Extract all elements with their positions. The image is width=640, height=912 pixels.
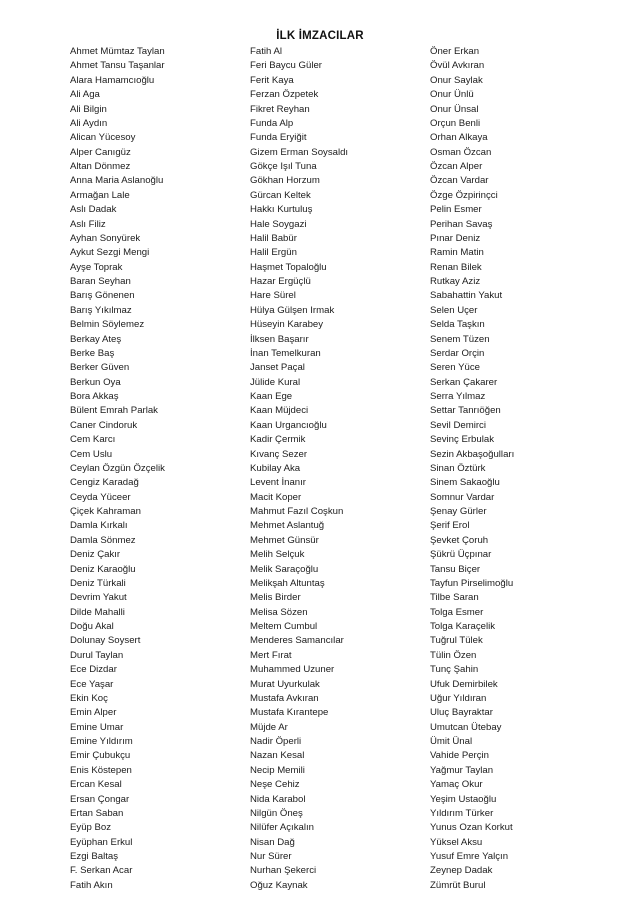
signatory-name: Jülide Kural	[250, 376, 301, 388]
signatory-name: Melih Selçuk	[250, 549, 305, 561]
signatory-name: Melis Birder	[250, 592, 301, 604]
signatory-name: Mustafa Kırantepe	[250, 707, 329, 719]
signatory-name: Hüseyin Karabey	[250, 319, 324, 331]
signatory-name: Hazar Ergüçlü	[250, 276, 311, 287]
signatory-name: Emin Alper	[70, 707, 117, 719]
signatory-name: Anna Maria Aslanoğlu	[70, 175, 164, 187]
signatory-name: Senem Tüzen	[430, 333, 490, 345]
signatory-name: Enis Köstepen	[70, 764, 132, 776]
signatory-name: Meltem Cumbul	[250, 621, 318, 632]
signatory-name: Gökçe Işıl Tuna	[250, 161, 317, 172]
signatory-name: Zümrüt Burul	[430, 879, 486, 891]
signatory-name: Zeynep Dadak	[430, 865, 493, 877]
signatory-name: Mert Fırat	[250, 649, 292, 661]
signatory-name: Ali Bilgin	[70, 103, 107, 115]
document-title: İLK İMZACILAR	[276, 30, 364, 42]
signatory-name: Ufuk Demirbilek	[430, 678, 498, 690]
signatory-name: Sezin Akbaşoğulları	[430, 448, 515, 460]
signatory-name: Orçun Benli	[430, 117, 481, 129]
signatory-name: Tolga Karaçelik	[430, 621, 496, 632]
signatory-name: Alper Canıgüz	[70, 146, 131, 158]
signatory-name: Emine Umar	[70, 721, 124, 733]
signatory-name: Tolga Esmer	[430, 606, 484, 618]
signatory-column-2	[250, 45, 420, 893]
signatory-name: Fikret Reyhan	[250, 103, 310, 115]
signatory-name: Vahide Perçin	[430, 750, 490, 762]
signatory-name: Menderes Samancılar	[250, 635, 344, 647]
signatory-name: Devrim Yakut	[70, 592, 127, 604]
signatory-name: Fatih Al	[250, 46, 282, 57]
signatory-name: Armağan Lale	[70, 189, 130, 201]
signatory-name: Dolunay Soysert	[70, 635, 141, 647]
signatory-name: Ercan Kesal	[70, 779, 122, 791]
signatory-name: Sevinç Erbulak	[430, 434, 494, 446]
signatory-name: Murat Uyurkulak	[250, 678, 320, 690]
signatory-name: Özge Özpirinçci	[430, 189, 498, 201]
signatory-name: Ali Aydın	[70, 117, 108, 129]
signatory-name: Selen Uçer	[430, 304, 478, 316]
signatory-name: Ayhan Sonyürek	[70, 232, 141, 244]
signatory-name: Özcan Vardar	[430, 175, 489, 187]
signatory-name: F. Serkan Acar	[70, 865, 133, 877]
signatory-name: Cem Uslu	[70, 448, 113, 460]
signatory-name: Barış Yıkılmaz	[70, 304, 132, 316]
signatory-name: Damla Kırkalı	[70, 520, 128, 532]
signatory-name: Serdar Orçin	[430, 347, 485, 359]
signatory-name: Ekin Koç	[70, 692, 108, 704]
signatory-name: Nadir Öperli	[250, 736, 302, 747]
signatory-name: Nilgün Öneş	[250, 807, 303, 819]
signatory-name: Ertan Saban	[70, 807, 124, 819]
signatory-name: Yıldırım Türker	[430, 807, 494, 819]
signatory-name: Ceyda Yüceer	[70, 491, 131, 503]
signatory-name: Sabahattin Yakut	[430, 290, 503, 302]
signatory-column-3	[430, 45, 605, 893]
signatory-name: Ramin Matin	[430, 247, 484, 259]
signatory-name: Kaan Urgancıoğlu	[250, 419, 327, 431]
signatory-name: Öner Erkan	[430, 46, 480, 57]
signatory-name: Nazan Kesal	[250, 750, 305, 762]
signatory-name: Ferzan Özpetek	[250, 89, 319, 101]
signatory-name: Şerif Erol	[430, 520, 470, 532]
signatory-name: Ümit Ünal	[430, 736, 473, 747]
signatory-name: Sinan Öztürk	[430, 462, 486, 474]
signatory-name: Ezgi Baltaş	[70, 851, 118, 862]
signatory-name: Ahmet Mümtaz Taylan	[70, 46, 165, 57]
signatory-name: Berkun Oya	[70, 376, 121, 388]
signatory-name: Kadir Çermik	[250, 434, 306, 446]
signatory-name: Osman Özcan	[430, 146, 492, 158]
signatory-name: Emir Çubukçu	[70, 750, 131, 762]
signatory-name: Kaan Ege	[250, 391, 293, 402]
signatory-name: Hülya Gülşen Irmak	[250, 304, 335, 316]
signatory-name: Tuğrul Tülek	[430, 635, 483, 647]
signatory-name: Halil Ergün	[250, 247, 297, 259]
signatory-name: Umutcan Ütebay	[430, 721, 502, 733]
signatory-name: Sevil Demirci	[430, 419, 486, 431]
signatory-name: Uğur Yıldıran	[430, 692, 487, 704]
signatory-name: Onur Ünlü	[430, 89, 474, 101]
signatory-name: Ersan Çongar	[70, 793, 130, 805]
signatory-name: Aslı Dadak	[70, 204, 117, 216]
signatory-name: Necip Memili	[250, 764, 305, 776]
signatory-name: Funda Eryiğit	[250, 132, 307, 144]
signatory-name: Çiçek Kahraman	[70, 506, 141, 517]
signatory-name: Tülin Özen	[430, 649, 477, 661]
signatory-name: Uluç Bayraktar	[430, 707, 493, 719]
signatory-name: Sinem Sakaoğlu	[430, 477, 500, 489]
signatory-name: Tilbe Saran	[430, 592, 479, 604]
signatory-name: Deniz Karaoğlu	[70, 563, 136, 575]
signatory-name: Pelin Esmer	[430, 204, 482, 216]
signatory-name: Hale Soygazi	[250, 218, 307, 230]
signatory-name: Dilde Mahalli	[70, 606, 125, 618]
signatory-name: Feri Baycu Güler	[250, 60, 322, 72]
signatory-name: Ahmet Tansu Taşanlar	[70, 60, 165, 72]
signatory-name: Kıvanç Sezer	[250, 448, 308, 460]
signatory-name: Kubilay Aka	[250, 462, 301, 474]
signatory-name: Macit Koper	[250, 491, 302, 503]
signatory-name: Deniz Türkali	[70, 577, 126, 589]
signatory-name: Altan Dönmez	[70, 161, 131, 172]
signatory-name: Belmin Söylemez	[70, 319, 145, 331]
signatory-name: Berke Baş	[70, 347, 115, 359]
signatory-name: Yamaç Okur	[430, 779, 483, 791]
signatory-name: Yüksel Aksu	[430, 836, 483, 848]
signatory-name: İnan Temelkuran	[250, 347, 321, 359]
signatory-name: Yusuf Emre Yalçın	[430, 851, 509, 862]
signatory-name: Durul Taylan	[70, 649, 124, 661]
signatory-name: Onur Saylak	[430, 74, 483, 86]
signatory-name: Oğuz Kaynak	[250, 879, 308, 891]
signatory-name: Baran Seyhan	[70, 276, 131, 287]
signatory-name: Levent İnanır	[250, 477, 307, 489]
signatory-name: Cem Karcı	[70, 434, 116, 446]
signatory-name: Seren Yüce	[430, 362, 480, 374]
signatory-name: Kaan Müjdeci	[250, 405, 309, 417]
signatory-name: Övül Avkıran	[430, 60, 485, 72]
signatory-name: Tansu Biçer	[430, 563, 481, 575]
signatory-name: Yeşim Ustaoğlu	[430, 793, 497, 805]
signatory-name: Hakkı Kurtuluş	[250, 204, 313, 216]
signatory-name: Somnur Vardar	[430, 491, 495, 503]
signatory-name: Melisa Sözen	[250, 606, 308, 618]
signatory-name: Berkay Ateş	[70, 333, 122, 345]
signatory-name: Eyüp Boz	[70, 822, 112, 834]
signatory-name: Fatih Akın	[70, 879, 113, 891]
signatory-name: Funda Alp	[250, 117, 294, 129]
signatory-name: Serra Yılmaz	[430, 391, 486, 402]
signatory-name: Yunus Ozan Korkut	[430, 822, 513, 834]
signatory-name: Bülent Emrah Parlak	[70, 405, 158, 417]
signatory-name: Settar Tanrıöğen	[430, 405, 501, 417]
signatory-name: Perihan Savaş	[430, 218, 493, 230]
signatory-name: Alican Yücesoy	[70, 132, 136, 144]
signatory-column-1	[70, 45, 245, 893]
signatory-name: Ali Aga	[70, 89, 100, 101]
signatory-name: Renan Bilek	[430, 261, 482, 273]
signatory-name: Eyüphan Erkul	[70, 836, 133, 848]
signatory-name: Nilüfer Açıkalın	[250, 822, 314, 834]
signatory-name: Janset Paçal	[250, 362, 305, 374]
signatory-name: Neşe Cehiz	[250, 779, 300, 791]
signatory-name: Tunç Şahin	[430, 664, 479, 676]
signatory-name: Gökhan Horzum	[250, 175, 320, 187]
signatory-name: Mahmut Fazıl Coşkun	[250, 506, 344, 517]
signatory-name: Caner Cindoruk	[70, 419, 138, 431]
signatory-name: Aykut Sezgi Mengi	[70, 247, 150, 259]
signatory-name: Nurhan Şekerci	[250, 865, 317, 877]
signatory-name: Nida Karabol	[250, 793, 306, 805]
signatory-name: Pınar Deniz	[430, 232, 481, 244]
signatory-name: Gizem Erman Soysaldı	[250, 146, 349, 158]
signatory-name: Ceylan Özgün Özçelik	[70, 462, 165, 474]
signatory-name: Orhan Alkaya	[430, 132, 488, 144]
signatory-name: Gürcan Keltek	[250, 189, 311, 201]
signatory-name: Melik Saraçoğlu	[250, 563, 319, 575]
signatory-name: Mehmet Aslantuğ	[250, 520, 325, 532]
signatory-name: Onur Ünsal	[430, 103, 479, 115]
signatory-name: Mehmet Günsür	[250, 534, 319, 546]
signatory-name: Şevket Çoruh	[430, 534, 489, 546]
signatory-name: Serkan Çakarer	[430, 376, 498, 388]
signatory-name: Nur Sürer	[250, 851, 292, 862]
signatory-name: Ferit Kaya	[250, 74, 294, 86]
signatory-name: Nisan Dağ	[250, 836, 295, 848]
signatory-name: Deniz Çakır	[70, 549, 121, 561]
signatory-name: Ayşe Toprak	[70, 261, 123, 273]
signatory-name: Şenay Gürler	[430, 506, 487, 517]
signatory-name: Barış Gönenen	[70, 290, 135, 302]
signatory-name: İlksen Başarır	[250, 333, 309, 345]
signatory-name: Damla Sönmez	[70, 534, 136, 546]
signatory-name: Tayfun Pirselimoğlu	[430, 577, 514, 589]
signatory-name: Selda Taşkın	[430, 319, 485, 331]
signatory-name: Haşmet Topaloğlu	[250, 261, 327, 273]
signatory-name: Mustafa Avkıran	[250, 692, 319, 704]
signatory-name: Halil Babür	[250, 232, 297, 244]
signatory-name: Berker Güven	[70, 362, 130, 374]
signatory-name: Hare Sürel	[250, 290, 296, 302]
signatory-name: Şükrü Üçpınar	[430, 549, 492, 561]
signatory-name: Cengiz Karadağ	[70, 477, 139, 489]
signatory-name: Ece Yaşar	[70, 678, 114, 690]
signatory-name: Bora Akkaş	[70, 391, 119, 402]
signatory-name: Melikşah Altuntaş	[250, 577, 325, 589]
signatory-name: Ece Dizdar	[70, 664, 117, 676]
signatory-name: Müjde Ar	[250, 721, 288, 733]
signatory-name: Yağmur Taylan	[430, 764, 494, 776]
signatory-name: Emine Yıldırım	[70, 736, 133, 747]
signatory-name: Rutkay Aziz	[430, 276, 481, 287]
signatory-name: Özcan Alper	[430, 161, 483, 172]
signatory-name: Aslı Filiz	[70, 218, 106, 230]
signatory-name: Muhammed Uzuner	[250, 664, 335, 676]
signatory-name: Doğu Akal	[70, 621, 114, 632]
signatory-name: Alara Hamamcıoğlu	[70, 74, 155, 86]
